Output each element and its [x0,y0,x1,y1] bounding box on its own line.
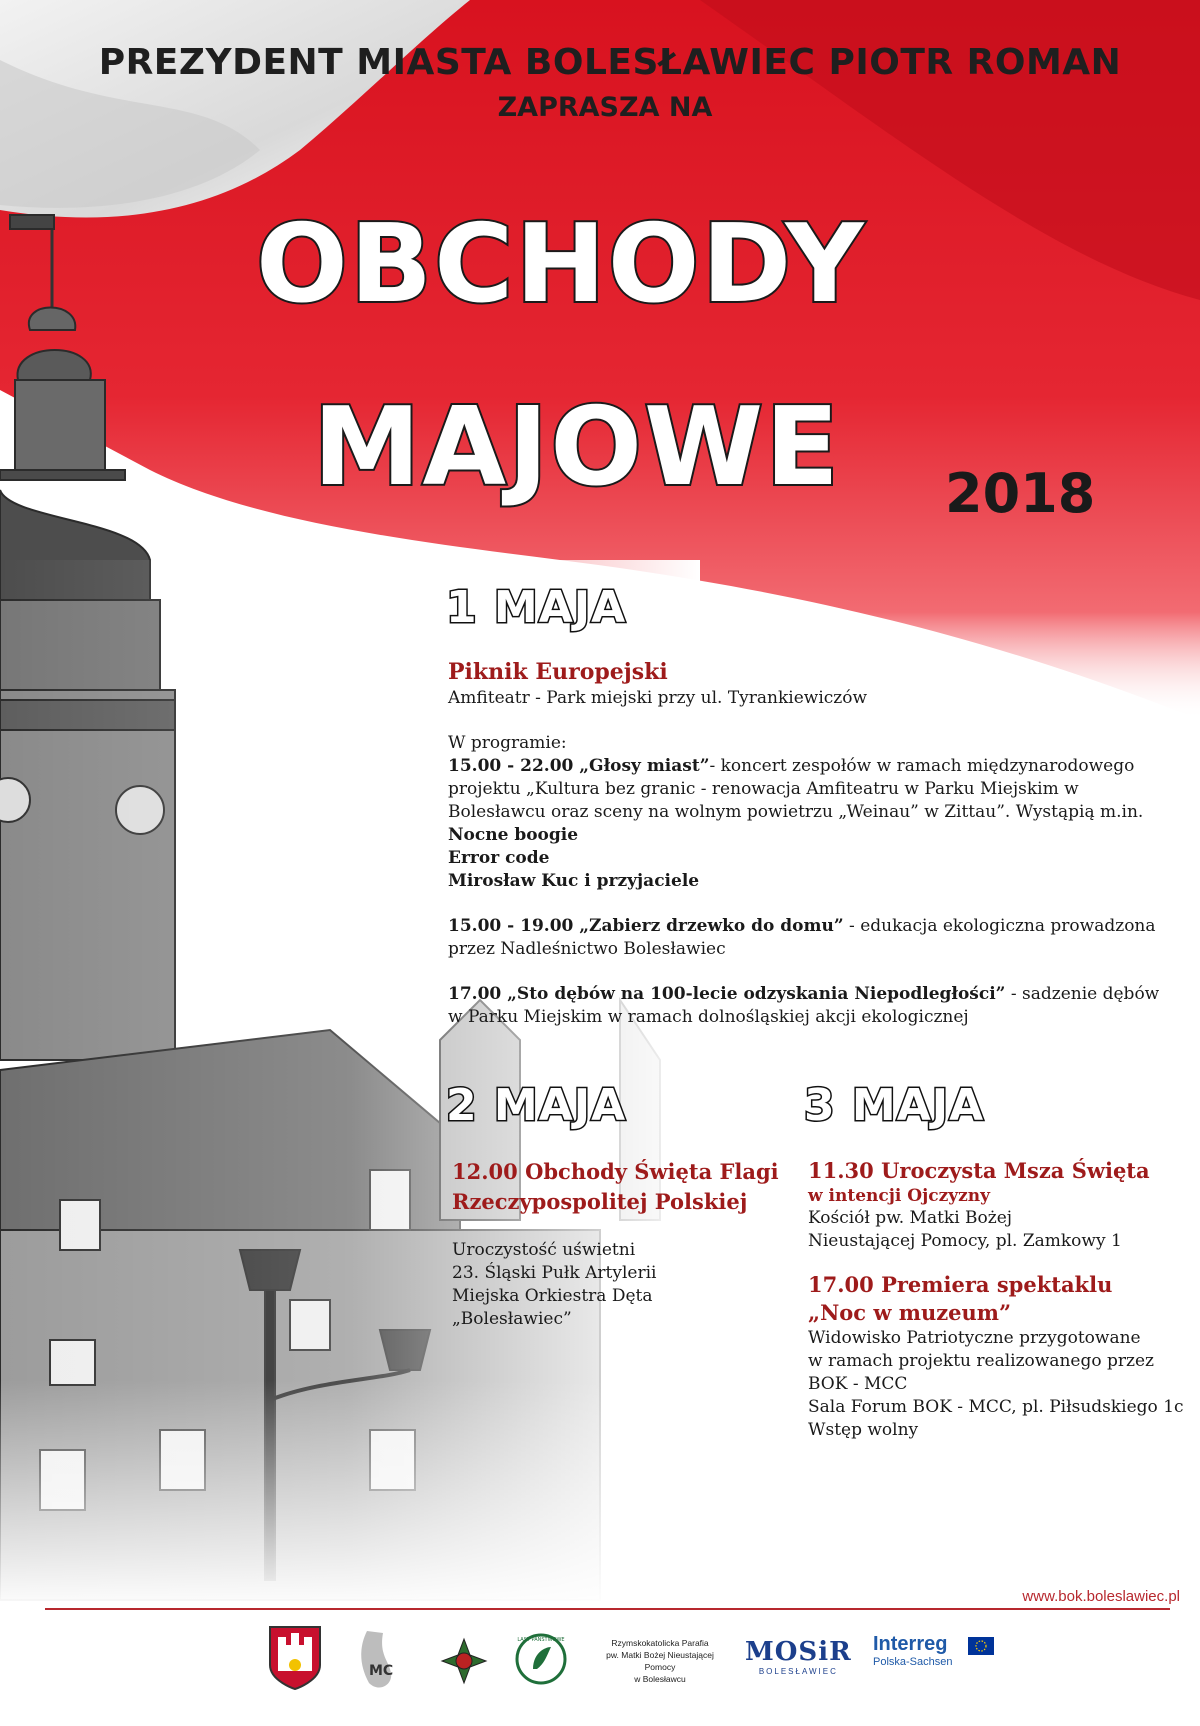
may1-item1-time: 15.00 - 22.00 „Głosy miast” [448,756,710,776]
may3-heading: 3 MAJA [804,1080,985,1131]
may3-event1-place: Kościół pw. Matki Bożej [808,1208,1013,1228]
interreg-logo-sub: Polska-Sachsen [873,1656,953,1668]
may2-heading: 2 MAJA [446,1080,627,1131]
may1-section [448,657,1168,1029]
performer: Nocne boogie [448,825,579,845]
title-line-2: MAJOWE [313,385,841,510]
title-line-1: OBCHODY [256,202,866,327]
artillery-regiment-logo [440,1637,488,1685]
may1-event-name: Piknik Europejski [448,659,668,685]
may2-section [452,1157,792,1331]
may2-detail: 23. Śląski Pułk Artylerii [452,1263,657,1283]
may1-item2-text: - edukacja ekologiczna prowadzona przez Nadleśnictwo Bolesławiec [448,916,1156,959]
may3-event2-title: „Noc w muzeum” [808,1300,1012,1325]
may1-item3-time: 17.00 „Sto dębów na 100-lecie odzyskania Niepodległości” [448,984,1006,1004]
eu-flag-icon [968,1637,994,1655]
parish-logo-line: pw. Matki Bożej Nieustającej Pomocy [606,1650,714,1672]
may1-program-label: W programie: [448,733,567,753]
footer-divider [45,1608,1170,1610]
may2-detail: Uroczystość uświetni [452,1240,636,1260]
may1-item1 [448,755,1168,824]
museum-logo [345,1625,407,1693]
may2-detail: „Bolesławiec” [452,1309,572,1329]
parish-logo [590,1637,730,1685]
museum-logo-text: MC [369,1663,394,1679]
may3-event2-detail: w ramach projektu realizowanego przez [808,1351,1154,1371]
year: 2018 [945,462,1096,525]
may1-item3-text: - sadzenie dębów w Parku Miejskim w ramach dolnośląskiej akcji ekologicznej [448,984,1160,1027]
may3-event2-detail: BOK - MCC [808,1374,908,1394]
mosir-logo-sub: BOLESŁAWIEC [758,1667,838,1676]
invites-line: ZAPRASZA NA [497,92,713,123]
may1-location: Amfiteatr - Park miejski przy ul. Tyrankiewiczów [448,688,868,708]
may3-event1-place: Nieustającej Pomocy, pl. Zamkowy 1 [808,1231,1122,1251]
may3-section [808,1157,1198,1442]
performer: Error code [448,848,550,868]
interreg-logo [873,1633,953,1668]
may3-event1: 11.30 Uroczysta Msza Święta [808,1158,1150,1183]
mosir-logo-text: MOSiR [745,1637,852,1667]
may3-event2-detail: Wstęp wolny [808,1420,919,1440]
may1-heading: 1 MAJA [446,582,627,633]
mosir-logo [745,1637,852,1676]
may3-event2-detail: Sala Forum BOK - MCC, pl. Piłsudskiego 1c [808,1397,1184,1417]
website-link[interactable]: www.bok.boleslawiec.pl [1022,1588,1180,1605]
may1-item2-time: 15.00 - 19.00 „Zabierz drzewko do domu” [448,916,844,936]
parish-logo-line: Rzymskokatolicka Parafia [611,1638,709,1648]
may3-event1-sub: w intencji Ojczyzny [808,1186,991,1206]
may2-event: 12.00 Obchody Święta Flagi Rzeczypospolitej Polskiej [452,1159,779,1214]
parish-logo-line: w Bolesławcu [634,1674,686,1684]
may3-event2-detail: Widowisko Patriotyczne przygotowane [808,1328,1141,1348]
may2-detail: Miejska Orkiestra Dęta [452,1286,653,1306]
organizer-line: PREZYDENT MIASTA BOLESŁAWIEC PIOTR ROMAN [98,42,1122,83]
performer: Mirosław Kuc i przyjaciele [448,871,700,891]
may1-item2 [448,915,1168,961]
may1-item1-text: - koncert zespołów w ramach międzynarodowego projektu „Kultura bez granic - renowacja Amfiteatru w Parku Miejskim w Bolesławcu oraz sceny na wolnym powietrzu „Weinau” w Zittau”. Wystąpią m.in. [448,756,1144,822]
forest-logo-text: LASY PAŃSTWOWE [517,1637,565,1643]
interreg-logo-text: Interreg [873,1633,948,1655]
may1-item3 [448,983,1168,1029]
forest-service-logo [515,1633,567,1685]
city-coat-of-arms-logo [268,1625,322,1691]
may3-event2: 17.00 Premiera spektaklu [808,1272,1113,1297]
sponsor-logos [0,1625,1200,1715]
